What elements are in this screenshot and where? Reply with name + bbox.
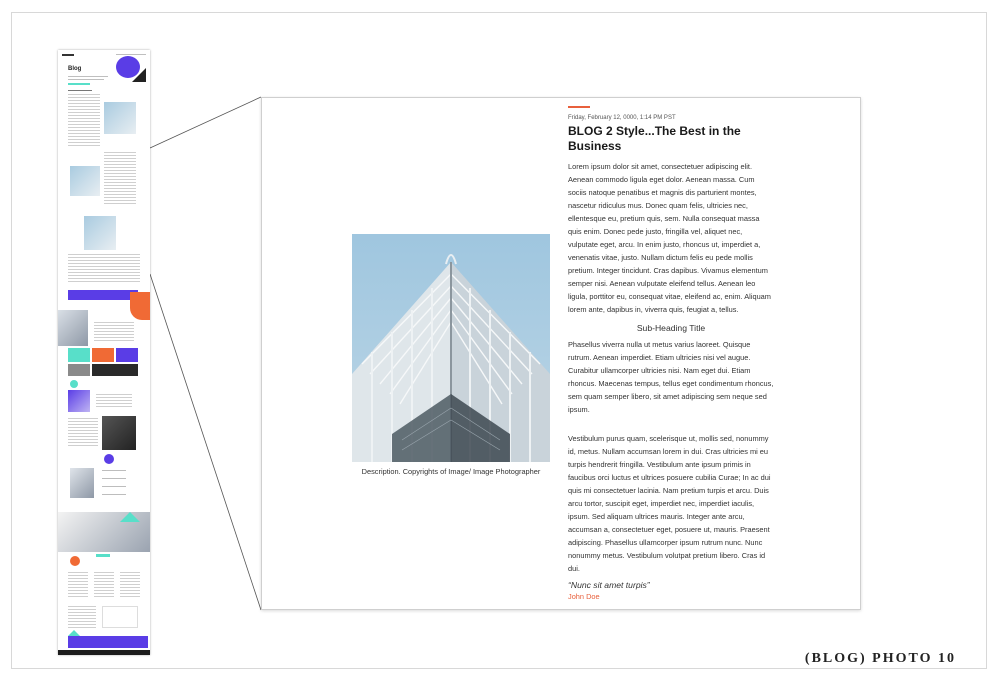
thumb-hand-photo [58,310,88,346]
thumb-text-block-3 [68,254,140,284]
thumb-team-photo [68,390,90,412]
thumb-text-block-1 [68,94,100,146]
thumb-purple-band [68,290,138,300]
accent-bar [568,106,590,108]
page-thumbnail[interactable] [58,50,150,655]
post-title: BLOG 2 Style...The Best in the Business [568,124,741,153]
thumb-footer [68,636,148,648]
pull-quote: “Nunc sit amet turpis” [568,580,650,590]
building-illustration [352,234,550,462]
thumb-photo-3 [84,216,116,250]
thumb-contact-form [102,606,138,628]
paragraph-2: Phasellus viverra nulla ut metus varius laoreet. Quisque rutrum. Aenean imperdiet. Etiam ultricies nisi vel augue. Curabitur ullamcorper ultricies nisi. Nam eget dui. Etiam rhoncus. Maecenas tempus, tellus eget condimentum rhoncus, sem quam semper libero, sit amet adipiscing sem neque sed ipsum. [568,340,774,414]
quote-author: John Doe [568,592,600,601]
thumb-photo-2 [70,166,100,196]
thumb-button [68,83,90,85]
connector-bottom [150,274,261,610]
thumb-text-block-2 [104,152,136,204]
thumb-orange-shape [130,292,150,320]
connector-top [150,97,261,148]
building-photo [352,234,550,462]
slide-caption: (BLOG) PHOTO 10 [804,651,956,666]
thumb-card-teal [68,348,90,362]
thumb-card-purple [116,348,138,362]
thumb-photo-1 [104,102,136,134]
paragraph-1: Lorem ipsum dolor sit amet, consectetuer adipiscing elit. Aenean commodo ligula eget dolor. Aenean massa. Cum sociis natoque penatibus et magnis dis parturient montes, nascetur ridiculus mus. Donec quam felis, ultricies nec, ellentesque eu, pretium quis, sem. Nulla consequat massa quis enim. Donec pede justo, fringilla vel, aliquet nec, vulputate eget, arcu. In enim justo, rhoncus ut, imperdiet a, venenatis vitae, justo. Nullam dictum felis eu pede mollis pretium. Integer tincidunt. Cras dapibus. Vivamus elementum semper nisi. Aenean vulputate eleifend tellus. Aenean leo ligula, porttitor eu, consequat vitae, eleifend ac, enim. Aliquam lorem ante, dapibus in, viverra quis, feugiat a, tellus. [568,162,771,314]
thumb-card-orange [92,348,114,362]
zoomed-article-panel [261,97,861,610]
post-date: Friday, February 12, 0000, 1:14 PM PST [568,115,676,121]
thumb-building-photo [102,416,136,450]
photo-description: Description. Copyrights of Image/ Image Photographer [361,467,541,476]
thumb-logo [62,54,74,56]
paragraph-3: Vestibulum purus quam, scelerisque ut, mollis sed, nonummy id, metus. Nullam accumsan lorem in dui. Cras ultricies mi eu turpis hendrerit fringilla. Vestibulum ante ipsum primis in faucibus orci luctus et ultrices posuere cubilia Curae; In ac dui quis mi consectetuer lacinia. Nam pretium turpis et arcu. Duis arcu tortor, suscipit eget, imperdiet nec, imperdiet iaculis, ipsum. Sed aliquam ultrices mauris. Integer ante arcu, accumsan a, consectetuer eget, posuere ut, mauris. Praesent adipiscing. Phasellus ullamcorper ipsum rutrum nunc. Nunc nonummy metus. Vestibulum volutpat pretium libero. Cras id dui. [568,434,771,573]
thumb-nav [116,54,146,55]
sub-heading: Sub-Heading Title [636,323,706,333]
thumb-heading: Blog [68,66,82,72]
thumb-black-triangle [132,68,146,82]
